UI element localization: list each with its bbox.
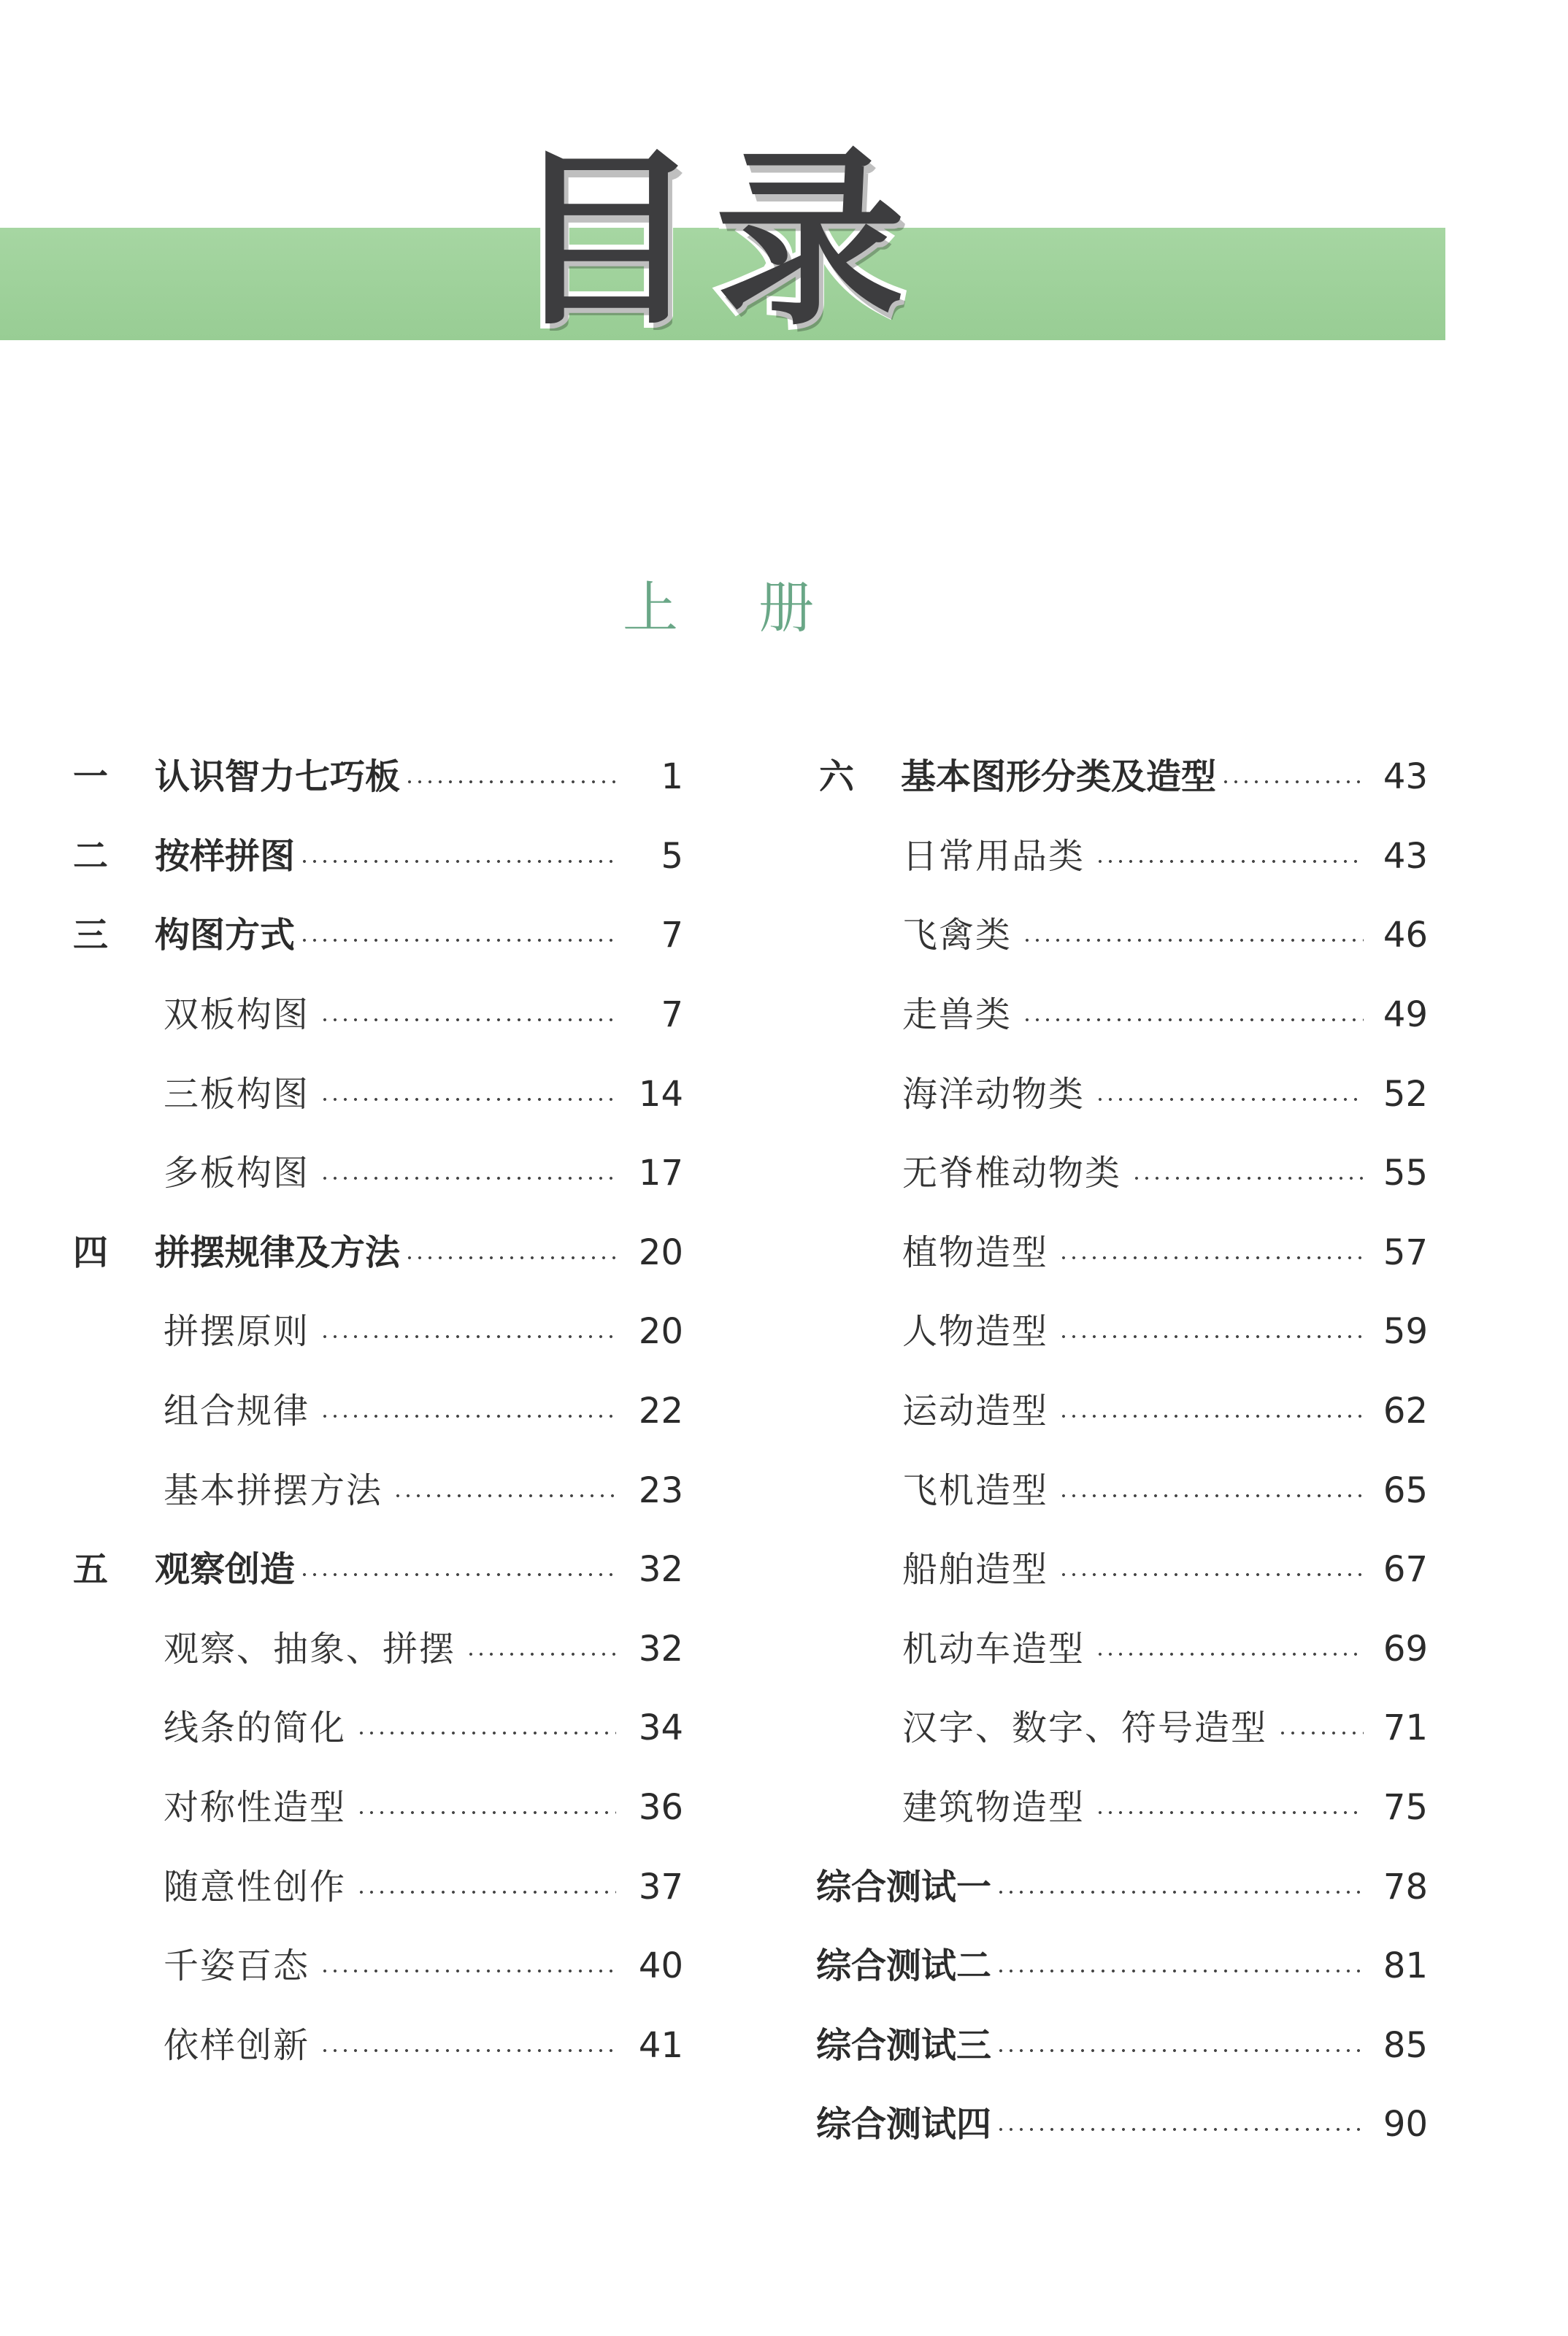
toc-entry[interactable] [70, 1688, 683, 1768]
toc-entry[interactable] [70, 1372, 683, 1451]
toc-entry[interactable] [816, 1847, 1428, 1926]
dot-leader [404, 1256, 616, 1259]
dot-leader [404, 780, 616, 783]
chapter-title: 基本图形分类及造型 [901, 756, 1217, 798]
volume-heading [0, 568, 1568, 648]
page-number: 81 [1383, 1945, 1428, 1987]
chapter-number: 六 [819, 756, 855, 798]
toc-entry[interactable] [70, 2006, 683, 2086]
dot-leader [1058, 1256, 1364, 1259]
page-number: 20 [638, 1232, 683, 1273]
toc-entry[interactable] [70, 1530, 683, 1610]
dot-leader [1058, 1335, 1364, 1338]
dot-leader [1095, 1653, 1364, 1656]
dot-leader [466, 1653, 616, 1656]
dot-leader [1022, 939, 1364, 942]
toc-entry[interactable] [816, 1292, 1428, 1372]
page-number: 41 [638, 2024, 683, 2066]
section-title: 无脊椎动物类 [902, 1153, 1122, 1194]
toc-entry[interactable] [816, 1134, 1428, 1213]
section-title: 线条的简化 [164, 1707, 347, 1749]
page-number: 1 [661, 756, 683, 798]
toc-entry[interactable] [816, 1610, 1428, 1689]
page-number: 43 [1383, 756, 1428, 798]
dot-leader [1058, 1415, 1364, 1418]
page-number: 34 [638, 1707, 683, 1749]
dot-leader [1131, 1177, 1364, 1180]
page-number: 37 [638, 1866, 683, 1907]
toc-entry[interactable] [816, 817, 1428, 896]
section-title: 海洋动物类 [902, 1073, 1085, 1115]
dot-leader [996, 2128, 1364, 2131]
dot-leader [1095, 1811, 1364, 1814]
chapter-number: 二 [73, 835, 109, 877]
dot-leader [320, 2049, 616, 2052]
dot-leader [320, 1177, 616, 1180]
toc-entry[interactable] [70, 1292, 683, 1372]
dot-leader [996, 2049, 1364, 2052]
section-title: 拼摆原则 [164, 1311, 310, 1353]
page-number: 67 [1383, 1549, 1428, 1591]
dot-leader [320, 1970, 616, 1972]
section-title: 机动车造型 [902, 1628, 1085, 1670]
section-title: 汉字、数字、符号造型 [902, 1707, 1268, 1749]
toc-entry[interactable] [70, 817, 683, 896]
section-title: 双板构图 [164, 994, 310, 1036]
chapter-title: 认识智力七巧板 [155, 756, 401, 798]
dot-leader [299, 1573, 616, 1576]
toc-entry[interactable] [816, 1213, 1428, 1293]
page-number: 22 [638, 1391, 683, 1432]
page-number: 71 [1383, 1707, 1428, 1749]
dot-leader [320, 1018, 616, 1021]
chapter-number: 四 [73, 1232, 109, 1273]
toc-entry[interactable] [816, 1768, 1428, 1848]
test-title: 综合测试二 [816, 1945, 992, 1987]
page-number: 85 [1383, 2024, 1428, 2066]
page-number: 90 [1383, 2104, 1428, 2145]
section-title: 三板构图 [164, 1073, 310, 1115]
dot-leader [996, 1891, 1364, 1894]
test-title: 综合测试四 [816, 2104, 992, 2145]
page-number: 32 [638, 1628, 683, 1670]
toc-entry[interactable] [70, 1926, 683, 2006]
toc-entry[interactable] [816, 896, 1428, 975]
toc-right-column [816, 737, 1428, 2164]
toc-entry[interactable] [70, 1847, 683, 1926]
section-title: 多板构图 [164, 1153, 310, 1194]
chapter-title: 按样拼图 [155, 835, 296, 877]
chapter-title: 构图方式 [155, 915, 296, 956]
section-title: 组合规律 [164, 1391, 310, 1432]
section-title: 飞禽类 [902, 915, 1012, 956]
section-title: 日常用品类 [902, 835, 1085, 877]
toc-entry[interactable] [816, 1054, 1428, 1134]
toc-entry[interactable] [70, 975, 683, 1055]
toc-entry[interactable] [816, 2006, 1428, 2086]
toc-entry[interactable] [816, 1451, 1428, 1530]
toc-entry[interactable] [70, 737, 683, 817]
toc-entry[interactable] [816, 1688, 1428, 1768]
toc-entry[interactable] [816, 737, 1428, 817]
section-title: 运动造型 [902, 1391, 1049, 1432]
dot-leader [320, 1098, 616, 1101]
page-number: 23 [638, 1469, 683, 1511]
page-number: 40 [638, 1945, 683, 1987]
dot-leader [320, 1335, 616, 1338]
dot-leader [1022, 1018, 1364, 1021]
toc-entry[interactable] [816, 1372, 1428, 1451]
chapter-title: 观察创造 [155, 1549, 296, 1591]
section-title: 基本拼摆方法 [164, 1469, 383, 1511]
section-title: 飞机造型 [902, 1469, 1049, 1511]
page-number: 52 [1383, 1073, 1428, 1115]
section-title: 走兽类 [902, 994, 1012, 1036]
dot-leader [1095, 860, 1364, 863]
page-title: 目录 [511, 131, 920, 351]
dot-leader [393, 1494, 616, 1497]
section-title: 植物造型 [902, 1232, 1049, 1273]
toc-entry[interactable] [70, 1213, 683, 1293]
page-number: 7 [661, 994, 683, 1036]
section-title: 建筑物造型 [902, 1787, 1085, 1829]
toc-entry[interactable] [70, 1054, 683, 1134]
toc-entry[interactable] [70, 1134, 683, 1213]
page-number: 36 [638, 1787, 683, 1829]
page-number: 46 [1383, 915, 1428, 956]
page-number: 20 [638, 1311, 683, 1353]
chapter-number: 五 [73, 1549, 109, 1591]
dot-leader [356, 1732, 616, 1734]
page-number: 7 [661, 915, 683, 956]
section-title: 人物造型 [902, 1311, 1049, 1353]
dot-leader [996, 1970, 1364, 1972]
dot-leader [1095, 1098, 1364, 1101]
section-title: 观察、抽象、拼摆 [164, 1628, 456, 1670]
dot-leader [356, 1891, 616, 1894]
section-title: 随意性创作 [164, 1866, 347, 1907]
toc-entry[interactable] [70, 1610, 683, 1689]
chapter-number: 三 [73, 915, 109, 956]
page-number: 17 [638, 1153, 683, 1194]
toc-entry[interactable] [70, 1451, 683, 1530]
chapter-title: 拼摆规律及方法 [155, 1232, 401, 1273]
dot-leader [320, 1415, 616, 1418]
section-title: 对称性造型 [164, 1787, 347, 1829]
volume-label: 上册 [623, 575, 894, 640]
page-number: 65 [1383, 1469, 1428, 1511]
chapter-number: 一 [73, 756, 109, 798]
dot-leader [1277, 1732, 1364, 1734]
test-title: 综合测试一 [816, 1866, 992, 1907]
page-number: 69 [1383, 1628, 1428, 1670]
section-title: 千姿百态 [164, 1945, 310, 1987]
page-number: 14 [638, 1073, 683, 1115]
section-title: 船舶造型 [902, 1549, 1049, 1591]
test-title: 综合测试三 [816, 2024, 992, 2066]
page-number: 43 [1383, 835, 1428, 877]
dot-leader [356, 1811, 616, 1814]
toc-entry[interactable] [70, 1768, 683, 1848]
section-title: 依样创新 [164, 2024, 310, 2066]
dot-leader [1221, 780, 1364, 783]
toc-entry[interactable] [816, 1530, 1428, 1610]
dot-leader [1058, 1573, 1364, 1576]
dot-leader [299, 860, 616, 863]
page-number: 55 [1383, 1153, 1428, 1194]
page-number: 59 [1383, 1311, 1428, 1353]
page-number: 75 [1383, 1787, 1428, 1829]
toc-entry[interactable] [816, 1926, 1428, 2006]
dot-leader [1058, 1494, 1364, 1497]
toc-entry[interactable] [816, 2085, 1428, 2164]
page-number: 62 [1383, 1391, 1428, 1432]
page-number: 32 [638, 1549, 683, 1591]
page-number: 57 [1383, 1232, 1428, 1273]
toc-entry[interactable] [70, 896, 683, 975]
page-number: 49 [1383, 994, 1428, 1036]
page-number: 5 [661, 835, 683, 877]
toc-entry[interactable] [816, 975, 1428, 1055]
dot-leader [299, 939, 616, 942]
page-number: 78 [1383, 1866, 1428, 1907]
toc-left-column [70, 737, 683, 2085]
